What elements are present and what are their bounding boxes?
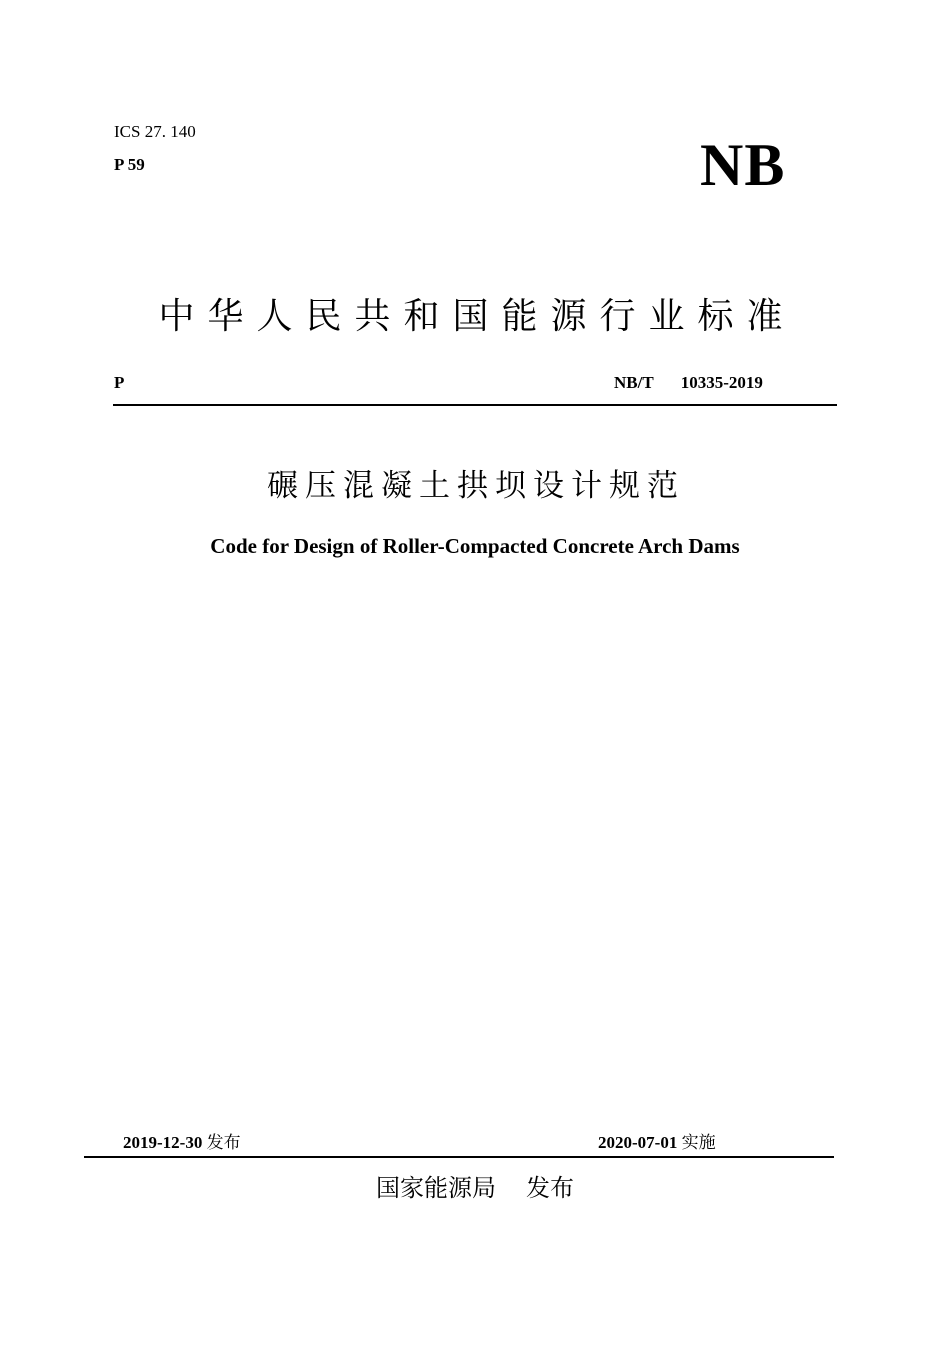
classification-code: P 59: [114, 155, 145, 174]
standard-code-number: 10335-2019: [680, 373, 763, 392]
standard-class-letter: P: [114, 373, 125, 392]
issue-date: 2019-12-30: [123, 1133, 203, 1152]
document-title-english: Code for Design of Roller-Compacted Concrete Arch Dams: [210, 534, 740, 558]
issue-label: 发布: [206, 1133, 241, 1153]
nb-logo: NB: [700, 132, 786, 198]
ics-code: ICS 27. 140: [114, 122, 196, 141]
document-title-chinese: 碾压混凝土拱坝设计规范: [267, 468, 685, 504]
implement-date: 2020-07-01: [598, 1133, 678, 1152]
issue-date-line: [123, 1132, 241, 1154]
implement-label: 实施: [681, 1133, 716, 1153]
publisher-line: [0, 1171, 950, 1205]
bottom-divider: [84, 1156, 834, 1158]
publisher-action: 发布: [526, 1174, 574, 1202]
top-divider: [113, 404, 837, 406]
standard-code-prefix: NB/T: [614, 373, 654, 392]
standard-type-heading: 中华人民共和国能源行业标准: [158, 296, 796, 337]
standard-code: [614, 373, 763, 393]
implement-date-line: [598, 1132, 716, 1154]
publisher-name: 国家能源局: [376, 1174, 496, 1202]
